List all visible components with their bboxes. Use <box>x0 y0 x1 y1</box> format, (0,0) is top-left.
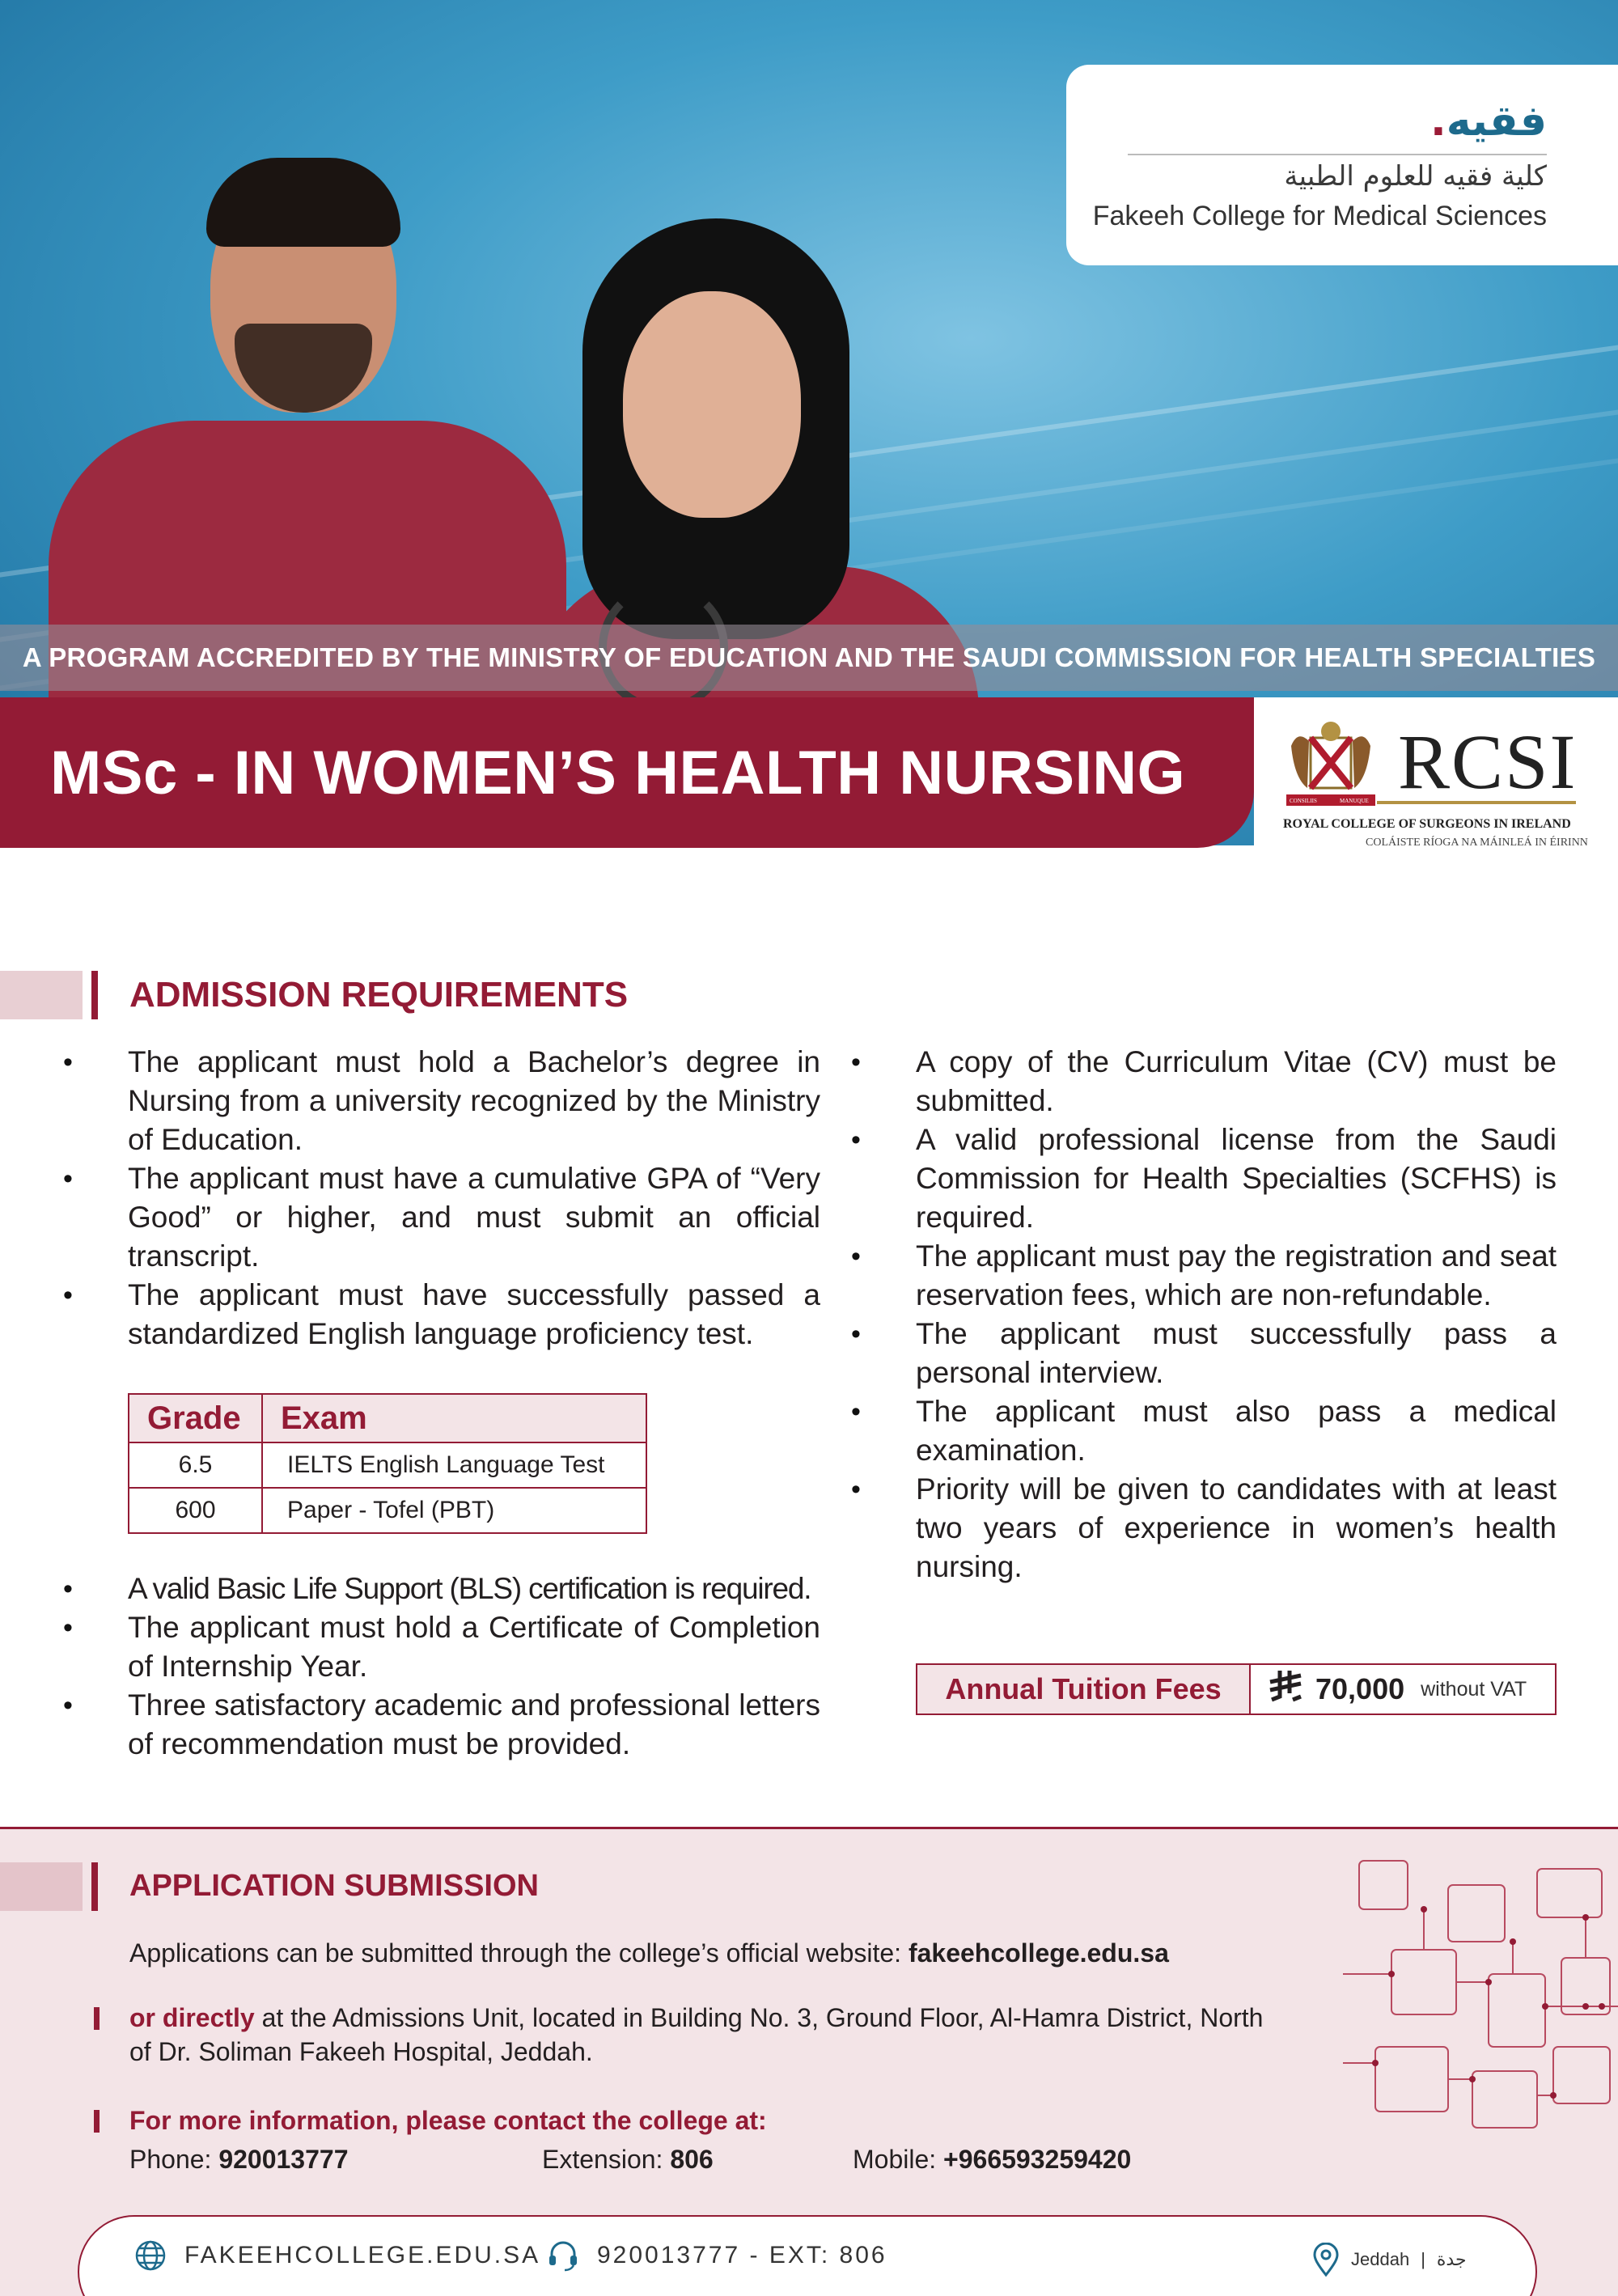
college-name-arabic: كلية فقيه للعلوم الطبية <box>1284 160 1547 193</box>
footer-phone-text: 920013777 - EXT: 806 <box>597 2242 887 2268</box>
application-title: APPLICATION SUBMISSION <box>129 1869 539 1903</box>
college-name-english: Fakeeh College for Medical Sciences <box>1092 201 1547 231</box>
location-separator: | <box>1421 2249 1425 2269</box>
bullet-bar <box>94 2110 100 2133</box>
program-title-band <box>0 697 1254 848</box>
rcsi-abbr: RCSI <box>1398 718 1578 805</box>
location-arabic: جدة <box>1436 2249 1467 2269</box>
bullet-bar <box>94 2007 100 2030</box>
circuit-decoration-icon <box>1343 1853 1618 2144</box>
admission-list-left-top <box>128 1043 820 1353</box>
section-marker-bar <box>91 971 98 1019</box>
footer-location <box>1312 2243 1467 2277</box>
svg-text:MANUQUE: MANUQUE <box>1340 798 1369 804</box>
list-item: • The applicant must pay the registration and seat reservation fees, which are non-refundable. <box>916 1237 1557 1315</box>
list-item: • A valid Basic Life Support (BLS) certification is required. <box>128 1569 820 1608</box>
contact-heading: For more information, please contact the college at: <box>129 2106 767 2135</box>
accreditation-text: A PROGRAM ACCREDITED BY THE MINISTRY OF EDUCATION AND THE SAUDI COMMISSION FOR HEALTH SPECIALTIES <box>22 642 1596 672</box>
globe-icon <box>134 2239 167 2272</box>
section-marker <box>0 971 83 1019</box>
rcsi-logo <box>1254 697 1618 859</box>
list-item: • The applicant must also pass a medical examination. <box>916 1392 1557 1470</box>
table-cell-grade: 6.5 <box>129 1442 262 1488</box>
rcsi-name: ROYAL COLLEGE OF SURGEONS IN IRELAND <box>1283 817 1571 831</box>
riyal-icon <box>1269 1667 1304 1712</box>
table-cell-grade: 600 <box>129 1488 262 1533</box>
svg-text:CONSILIIS: CONSILIIS <box>1290 798 1317 804</box>
tuition-fee-box <box>916 1663 1557 1715</box>
contact-phone: Phone: 920013777 <box>129 2145 349 2174</box>
table-header: Exam <box>262 1394 646 1442</box>
list-item: • The applicant must have successfully passed a standardized English language proficiency test. <box>128 1276 820 1353</box>
section-marker <box>0 1862 83 1911</box>
list-item: • Priority will be given to candidates with at least two years of experience in women’s health nursing. <box>916 1470 1557 1586</box>
list-item: • Three satisfactory academic and professional letters of recommendation must be provided. <box>128 1686 820 1764</box>
college-logo <box>1066 65 1618 265</box>
list-item: • A valid professional license from the Saudi Commission for Health Specialties (SCFHS) is required. <box>916 1120 1557 1237</box>
brand-arabic: .فقيه <box>1430 97 1547 146</box>
headset-icon <box>547 2239 579 2272</box>
list-item: • The applicant must successfully pass a personal interview. <box>916 1315 1557 1392</box>
fee-value <box>1251 1665 1555 1714</box>
online-application-text: Applications can be submitted through the college’s official website: fakeehcollege.edu.sa <box>129 1938 1169 1968</box>
admission-list-left-bottom <box>128 1569 820 1764</box>
contact-mobile: Mobile: +966593259420 <box>853 2145 1132 2174</box>
table-cell-exam: Paper - Tofel (PBT) <box>262 1488 646 1533</box>
section-marker-bar <box>91 1862 98 1911</box>
admission-list-right <box>916 1043 1557 1586</box>
table-row <box>129 1488 646 1533</box>
direct-application-text: or directly at the Admissions Unit, located in Building No. 3, Ground Floor, Al-Hamra District, North of Dr. Soliman Fakeeh Hospital, Jeddah. <box>129 2003 1264 2066</box>
college-website-link[interactable]: fakeehcollege.edu.sa <box>908 1938 1169 1968</box>
contact-extension: Extension: 806 <box>542 2145 714 2174</box>
location-pin-icon <box>1312 2243 1340 2277</box>
table-header: Grade <box>129 1394 262 1442</box>
admission-title: ADMISSION REQUIREMENTS <box>129 975 629 1015</box>
program-title: MSc - IN WOMEN’S HEALTH NURSING <box>50 738 1186 807</box>
list-item: • The applicant must have a cumulative GPA of “Very Good” or higher, and must submit an official transcript. <box>128 1159 820 1276</box>
footer-website[interactable] <box>134 2239 540 2272</box>
extension-number: 806 <box>670 2145 714 2174</box>
mobile-number[interactable]: +966593259420 <box>943 2145 1132 2174</box>
table-cell-exam: IELTS English Language Test <box>262 1442 646 1488</box>
footer-phone[interactable] <box>547 2239 887 2272</box>
phone-number[interactable]: 920013777 <box>218 2145 349 2174</box>
list-item: • A copy of the Curriculum Vitae (CV) must be submitted. <box>916 1043 1557 1120</box>
fee-amount: 70,000 <box>1315 1672 1405 1705</box>
table-header-row <box>129 1394 646 1442</box>
accreditation-banner <box>0 625 1618 691</box>
english-test-table <box>128 1393 647 1534</box>
fee-note: without VAT <box>1421 1677 1527 1701</box>
table-row <box>129 1442 646 1488</box>
list-item: • The applicant must hold a Certificate of Completion of Internship Year. <box>128 1608 820 1686</box>
fee-label: Annual Tuition Fees <box>917 1665 1251 1714</box>
rcsi-crest-icon <box>1283 714 1379 819</box>
footer-website-text: FAKEEHCOLLEGE.EDU.SA <box>184 2242 541 2268</box>
list-item: • The applicant must hold a Bachelor’s degree in Nursing from a university recognized by the Ministry of Education. <box>128 1043 820 1159</box>
location-english: Jeddah <box>1351 2249 1410 2269</box>
rcsi-name-irish: COLÁISTE RÍOGA NA MÁINLEÁ IN ÉIRINN <box>1366 837 1588 849</box>
